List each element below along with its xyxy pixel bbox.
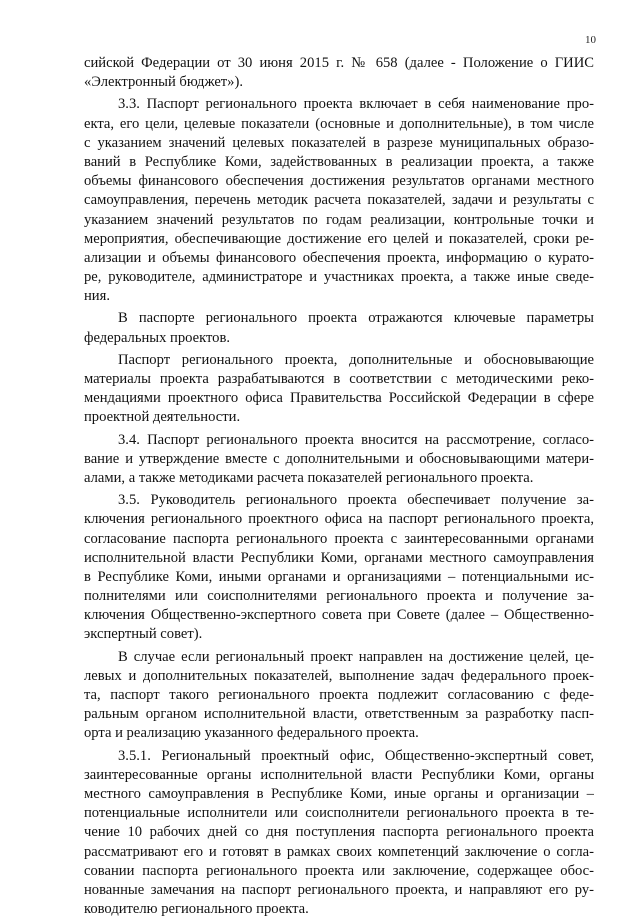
text-line: 3.3. Паспорт регионального проекта включает в себя наименование про-	[118, 96, 594, 113]
text-line: согласование паспорта регионального проекта с заинтересованными органами	[84, 530, 594, 547]
text-line: потенциальные исполнители или соисполнители регионального проекта в те-	[84, 805, 594, 822]
text-line: рассматривают его и готовят в рамках своих компетенций заключение о согла-	[84, 843, 594, 860]
paragraph	[84, 54, 594, 92]
text-line: совании паспорта регионального проекта или заключение, содержащее обос-	[84, 862, 594, 879]
text-line: с указанием значений целевых показателей в разрезе муниципальных образо-	[84, 134, 594, 151]
text-line: 3.5. Руководитель регионального проекта обеспечивает получение за-	[118, 492, 594, 509]
text-line: сийской Федерации от 30 июня 2015 г. № 658 (далее - Положение о ГИИС	[84, 55, 594, 71]
paragraph	[84, 648, 594, 744]
text-line: ваний в Республике Коми, задействованных в реализации проекта, а также	[84, 153, 594, 170]
text-line: левых и дополнительных показателей, выполнение задач федерального проек-	[84, 667, 594, 684]
text-line: орта и реализацию указанного федерального проекта.	[84, 725, 419, 742]
text-line: алами, а также методиками расчета показателей регионального проекта.	[84, 469, 534, 486]
text-line: в Республике Коми, иными органами и организациями – потенциальными ис-	[84, 568, 594, 585]
text-line: та, паспорт такого регионального проекта подлежит согласованию с феде-	[84, 687, 594, 703]
text-line: вание и утверждение вместе с дополнительными и обосновывающими матери-	[84, 450, 594, 467]
text-line: исполнительной власти Республики Коми, органами местного самоуправления	[84, 549, 594, 566]
text-line: «Электронный бюджет»).	[84, 74, 243, 91]
paragraph	[84, 309, 594, 347]
text-line: ния.	[84, 288, 110, 305]
paragraph	[84, 95, 594, 306]
paragraph	[84, 491, 594, 645]
text-line: мендациями проектного офиса Правительства Российской Федерации в сфере	[84, 390, 594, 407]
text-line: ральным органом исполнительной власти, ответственным за разработку пасп-	[84, 706, 594, 723]
paragraph	[84, 747, 594, 919]
text-line: В паспорте регионального проекта отражаются ключевые параметры	[118, 310, 594, 327]
text-line: мероприятия, обеспечивающие достижение его целей и показателей, сроки ре-	[84, 230, 594, 247]
text-line: проектной деятельности.	[84, 409, 241, 426]
text-line: экспертный совет).	[84, 626, 203, 643]
text-line: федеральных проектов.	[84, 329, 231, 346]
text-line: объемы финансового обеспечения достижения результатов органами местного	[84, 173, 594, 190]
text-line: указанием значений результатов по годам реализации, контрольные точки и	[84, 211, 594, 228]
text-line: Паспорт регионального проекта, дополнительные и обосновывающие	[118, 351, 594, 368]
text-line: чение 10 рабочих дней со дня поступления паспорта регионального проекта	[84, 824, 594, 841]
text-line: екта, его цели, целевые показатели (основные и дополнительные), в том числе	[84, 115, 594, 132]
text-line: 3.4. Паспорт регионального проекта вносится на рассмотрение, согласо-	[118, 431, 594, 448]
page-number: 10	[585, 34, 596, 46]
paragraph	[84, 351, 594, 428]
text-line: ключения регионального проектного офиса на паспорт регионального проекта,	[84, 511, 594, 528]
text-line: самоуправления, перечень методик расчета показателей, задачи и результаты с	[84, 192, 594, 209]
text-line: местного самоуправления в Республике Коми, иные органы и организации –	[84, 785, 594, 802]
text-line: материалы проекта разрабатываются в соответствии с методическими реко-	[84, 371, 594, 387]
text-line: ре, руководителе, администраторе и участниках проекта, а также иные сведе-	[84, 269, 594, 286]
text-line: заинтересованные органы исполнительной власти Республики Коми, органы	[84, 766, 594, 783]
text-line: ализации и объемы финансового обеспечения проекта, информацию о курато-	[84, 249, 594, 266]
text-line: 3.5.1. Региональный проектный офис, Общественно-экспертный совет,	[118, 747, 594, 764]
text-line: В случае если региональный проект направлен на достижение целей, це-	[118, 648, 594, 665]
document-body	[84, 54, 594, 919]
text-line: ководителю регионального проекта.	[84, 901, 309, 918]
text-line: нованные замечания на паспорт регионального проекта, и направляют его ру-	[84, 881, 594, 898]
text-line: ключения Общественно-экспертного совета при Совете (далее – Общественно-	[84, 607, 594, 624]
paragraph	[84, 431, 594, 489]
text-line: полнителями или соисполнителями регионального проекта и получение за-	[84, 588, 594, 605]
